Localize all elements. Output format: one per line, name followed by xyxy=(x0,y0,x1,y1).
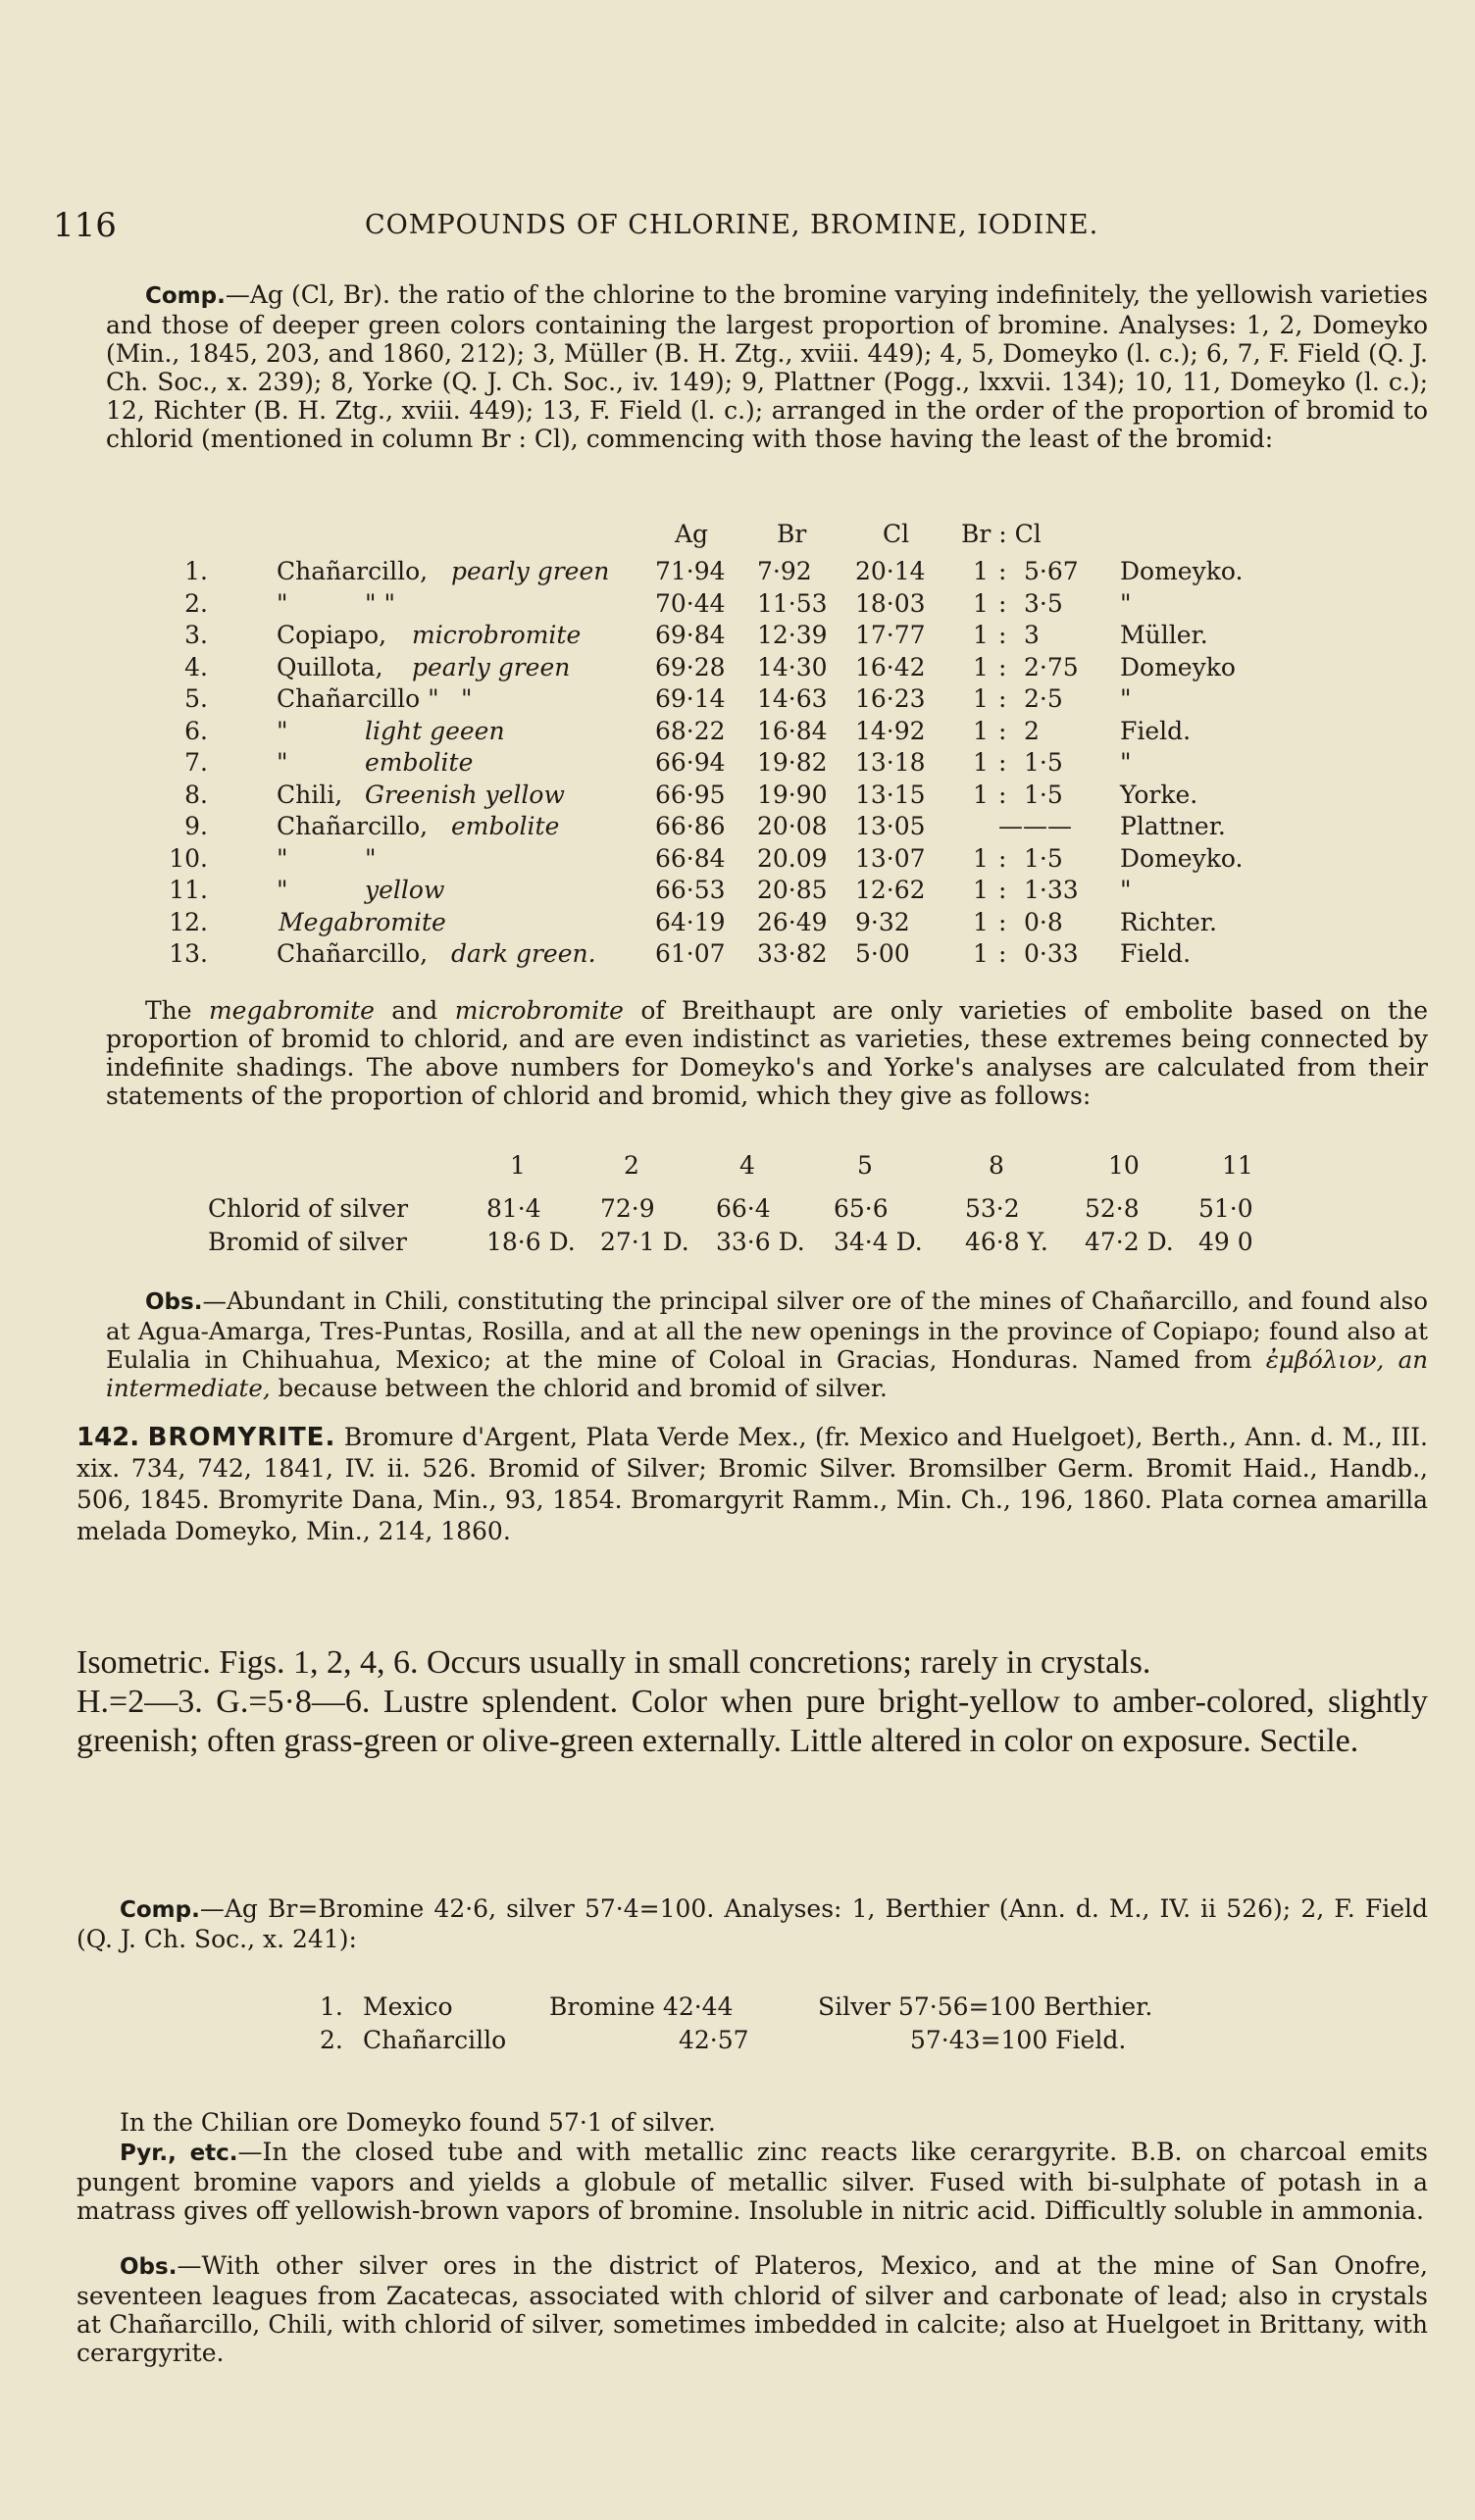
variety-description: Greenish yellow xyxy=(365,780,565,809)
analysis-row xyxy=(0,557,1475,588)
variety-description: yellow xyxy=(365,876,445,904)
analysis-row xyxy=(0,876,1475,907)
ratio-left: 1 xyxy=(973,588,989,618)
ag-value: 66·84 xyxy=(655,843,726,873)
analysis-row xyxy=(0,589,1475,621)
comp-label: Comp. xyxy=(145,283,226,309)
locality: " xyxy=(277,716,288,745)
bromid-value: 49 0 xyxy=(1198,1228,1253,1256)
bromine-value: Bromine 42·44 xyxy=(549,1992,734,2021)
silver-value: 57·43=100 Field. xyxy=(910,2026,1127,2054)
analysis-row xyxy=(0,748,1475,780)
chlorid-value: 51·0 xyxy=(1198,1194,1253,1223)
ratio-left: 1 xyxy=(973,684,989,713)
comp-2-label: Comp. xyxy=(120,1897,200,1923)
ag-value: 66·53 xyxy=(655,876,726,904)
cl-value: 14·92 xyxy=(855,716,926,745)
chlorid-value: 72·9 xyxy=(600,1194,655,1223)
analyst-name: Field. xyxy=(1120,939,1192,968)
ratio-separator: : xyxy=(998,621,1007,649)
ag-value: 69·84 xyxy=(655,621,726,649)
bromid-value: 27·1 D. xyxy=(600,1228,689,1256)
ratio-left: 1 xyxy=(973,876,989,904)
comp-intro-text: —Ag (Cl, Br). the ratio of the chlorine to the bromine varying indefinitely, the yellowish varieties and those of deeper green colors containing the largest proportion of bromine. Analyses: 1, 2, Domeyko (Min., 1845, 203, and 1860, 212); 3, Müller (B. H. Ztg., xviii. 449); 4, 5, Domeyko (l. c.); 6, 7, F. Field (Q. J. Ch. Soc., x. 239); 8, Yorke (Q. J. Ch. Soc., iv. 149); 9, Plattner (Pogg., lxxvii. 134); 10, 11, Domeyko (l. c.); 12, Richter (B. H. Ztg., xviii. 449); 13, F. Field (l. c.); arranged in the order of the proportion of bromid to chlorid (mentioned in column Br : Cl), commencing with those having the least of the bromid: xyxy=(106,280,1428,453)
analysis-table xyxy=(0,520,1475,981)
row-number: 2. xyxy=(320,2026,343,2054)
ratio-column-header: 10 xyxy=(1108,1151,1140,1180)
bromine-value: 42·57 xyxy=(679,2026,749,2054)
cl-value: 20·14 xyxy=(855,557,926,585)
ratio-left: 1 xyxy=(973,780,989,809)
br-value: 26·49 xyxy=(757,907,828,936)
chlorid-value: 65·6 xyxy=(834,1194,889,1223)
description-block xyxy=(76,1643,1428,1761)
description-crystal: Isometric. Figs. 1, 2, 4, 6. Occurs usually in small concretions; rarely in crystals. xyxy=(76,1644,1151,1681)
row-number: 6. xyxy=(184,716,208,745)
br-value: 20·85 xyxy=(757,876,828,904)
comp-intro-paragraph xyxy=(106,280,1428,453)
ratio-separator: : xyxy=(998,843,1007,873)
comp-2-text: —Ag Br=Bromine 42·6, silver 57·4=100. Analyses: 1, Berthier (Ann. d. M., IV. ii 526); 2, F. Field (Q. J. Ch. Soc., x. 241): xyxy=(76,1894,1428,1953)
analyst-name: Müller. xyxy=(1120,621,1208,649)
ratio-left: 1 xyxy=(973,652,989,681)
ratio-table-bromid-row xyxy=(0,1228,1475,1259)
ag-value: 66·95 xyxy=(655,780,726,809)
locality: " xyxy=(277,748,288,777)
bromid-value: 18·6 D. xyxy=(486,1228,576,1256)
locality: Chañarcillo, xyxy=(277,812,429,840)
species-name: BROMYRITE. xyxy=(147,1423,336,1452)
ag-value: 70·44 xyxy=(655,588,726,618)
ag-value: 68·22 xyxy=(655,716,726,745)
obs-1-text: —Abundant in Chili, constituting the principal silver ore of the mines of Chañarcillo, and found also at Agua-Amarga, Tres-Puntas, Rosilla, and at all the new openings in the province of Copiapo; found also at Eulalia in Chihuahua, Mexico; at the mine of Coloal in Gracias, Honduras. Named from xyxy=(106,1286,1428,1374)
ratio-separator: : xyxy=(998,716,1007,745)
locality: Mexico xyxy=(363,1992,453,2021)
row-number: 11. xyxy=(169,876,208,904)
cl-value: 13·07 xyxy=(855,843,926,873)
ag-value: 69·28 xyxy=(655,652,726,681)
analyst-name: Field. xyxy=(1120,716,1192,745)
variety-description: " xyxy=(461,684,473,713)
analysis-2-row xyxy=(0,1992,1475,2024)
ratio-column-header: 1 xyxy=(510,1151,526,1180)
comp-paragraph-2 xyxy=(76,1894,1428,1953)
megabromite-paragraph xyxy=(106,996,1428,1110)
obs-paragraph-1 xyxy=(106,1286,1428,1402)
variety-description: embolite xyxy=(451,812,560,840)
ratio-right: 2·75 xyxy=(1024,652,1079,681)
ratio-right: 0·8 xyxy=(1024,907,1063,936)
locality: Chili, xyxy=(277,780,343,809)
ratio-column-header: 8 xyxy=(989,1151,1004,1180)
ratio-left: 1 xyxy=(973,939,989,968)
analyst-name: Plattner. xyxy=(1120,812,1226,840)
row-number: 7. xyxy=(184,748,208,777)
analyst-name: Domeyko. xyxy=(1120,557,1244,585)
row-number: 8. xyxy=(184,780,208,809)
ratio-separator: : xyxy=(998,557,1007,585)
pyr-text: —In the closed tube and with metallic zinc reacts like cerargyrite. B.B. on charcoal emits pungent bromine vapors and yields a globule of metallic silver. Fused with bi-sulphate of potash in a matrass gives off yellowish-brown vapors of bromine. Insoluble in nitric acid. Difficultly soluble in ammonia. xyxy=(76,2138,1428,2225)
chlorid-value: 52·8 xyxy=(1085,1194,1140,1223)
microbromite-term: microbromite xyxy=(454,996,624,1025)
bromid-value: 33·6 D. xyxy=(716,1228,805,1256)
cl-value: 5·00 xyxy=(855,939,910,968)
locality: Chañarcillo, xyxy=(277,557,429,585)
ratio-column-header: 4 xyxy=(739,1151,755,1180)
ag-value: 64·19 xyxy=(655,907,726,936)
cl-value: 13·18 xyxy=(855,748,926,777)
cl-value: 13·15 xyxy=(855,780,926,809)
ag-value: 61·07 xyxy=(655,939,726,968)
analysis-row xyxy=(0,717,1475,748)
ratio-left: 1 xyxy=(973,557,989,585)
br-value: 20.09 xyxy=(757,843,828,873)
ratio-right: 1·5 xyxy=(1024,748,1063,777)
running-title: COMPOUNDS OF CHLORINE, BROMINE, IODINE. xyxy=(365,210,1099,240)
obs-label: Obs. xyxy=(145,1289,203,1315)
locality: Copiapo, xyxy=(277,621,387,649)
ratio-right: 2·5 xyxy=(1024,684,1063,713)
page-number: 116 xyxy=(53,206,117,245)
br-value: 20·08 xyxy=(757,812,828,840)
analysis-row xyxy=(0,908,1475,939)
variety-description: light geeen xyxy=(365,716,505,745)
ag-value: 71·94 xyxy=(655,557,726,585)
analyst-name: Domeyko xyxy=(1120,652,1236,681)
variety-description: dark green. xyxy=(451,939,596,968)
analysis-row xyxy=(0,684,1475,716)
variety-description: Megabromite xyxy=(279,907,446,936)
ag-value: 69·14 xyxy=(655,684,726,713)
locality: " xyxy=(277,588,288,618)
bromid-label: Bromid of silver xyxy=(208,1228,407,1256)
chlorid-value: 66·4 xyxy=(716,1194,771,1223)
variety-description: pearly green xyxy=(451,557,610,585)
megabromite-text-3: of Breithaupt are only varieties of embolite based on the proportion of bromid to chlorid, and are even indistinct as varieties, these extremes being connected by indefinite shadings. The above numbers for Domeyko's and Yorke's analyses are calculated from their statements of the proportion of chlorid and bromid, which they give as follows: xyxy=(106,996,1428,1110)
locality: Chañarcillo " xyxy=(277,684,439,713)
silver-value: Silver 57·56=100 Berthier. xyxy=(818,1992,1153,2021)
ratio-separator: : xyxy=(998,907,1007,936)
col-header-br: Br xyxy=(777,520,807,548)
cl-value: 18·03 xyxy=(855,588,926,618)
analysis-table-header xyxy=(0,520,1475,551)
species-number: 142. xyxy=(76,1423,140,1452)
obs-1-text-end: because between the chlorid and bromid of silver. xyxy=(270,1374,888,1402)
ratio-left: 1 xyxy=(973,843,989,873)
locality: Chañarcillo xyxy=(363,2026,507,2054)
ratio-table-chlorid-row xyxy=(0,1194,1475,1226)
pyr-paragraph xyxy=(76,2138,1428,2225)
cl-value: 16·42 xyxy=(855,652,926,681)
analyst-name: " xyxy=(1120,876,1132,904)
br-value: 14·30 xyxy=(757,652,828,681)
cl-value: 9·32 xyxy=(855,907,910,936)
chilian-note xyxy=(76,2108,1428,2137)
ratio-table xyxy=(0,1151,1475,1259)
row-number: 10. xyxy=(169,843,208,873)
ratio-left: 1 xyxy=(973,907,989,936)
col-header-cl: Cl xyxy=(883,520,910,548)
megabromite-text-1: The xyxy=(145,996,209,1025)
bromid-value: 34·4 D. xyxy=(834,1228,923,1256)
analyst-name: " xyxy=(1120,684,1132,713)
obs-2-text: —With other silver ores in the district of Plateros, Mexico, and at the mine of San Onofre, seventeen leagues from Zacatecas, associated with chlorid of silver and carbonate of lead; also in crystals at Chañarcillo, Chili, with chlorid of silver, sometimes imbedded in calcite; also at Huelgoet in Brittany, with cerargyrite. xyxy=(76,2251,1428,2367)
col-header-ratio: Br : Cl xyxy=(961,520,1042,548)
ratio-left: 1 xyxy=(973,716,989,745)
analysis-row xyxy=(0,812,1475,843)
obs-paragraph-2 xyxy=(76,2251,1428,2367)
ag-value: 66·94 xyxy=(655,748,726,777)
row-number: 12. xyxy=(169,907,208,936)
ratio-right: 1·5 xyxy=(1024,780,1063,809)
analysis-row xyxy=(0,621,1475,652)
bromyrite-entry xyxy=(76,1422,1428,1547)
analyst-name: Richter. xyxy=(1120,907,1217,936)
megabromite-text-2: and xyxy=(374,996,455,1025)
ratio-column-header: 11 xyxy=(1222,1151,1253,1180)
chlorid-label: Chlorid of silver xyxy=(208,1194,409,1223)
analyst-name: Domeyko. xyxy=(1120,843,1244,873)
megabromite-term: megabromite xyxy=(208,996,375,1025)
ratio-right: 3·5 xyxy=(1024,588,1063,618)
ratio-right: 3 xyxy=(1024,621,1040,649)
obs-2-label: Obs. xyxy=(120,2254,178,2280)
variety-description: " " xyxy=(365,588,395,618)
br-value: 12·39 xyxy=(757,621,828,649)
analyst-name: " xyxy=(1120,588,1132,618)
ratio-separator: : xyxy=(998,876,1007,904)
ratio-column-header: 5 xyxy=(857,1151,873,1180)
ratio-column-header: 2 xyxy=(624,1151,639,1180)
row-number: 9. xyxy=(184,812,208,840)
ratio-left: 1 xyxy=(973,748,989,777)
ratio-separator: : xyxy=(998,939,1007,968)
description-properties: H.=2—3. G.=5·8—6. Lustre splendent. Color when pure bright-yellow to amber-colored, slightly greenish; often grass-green or olive-green externally. Little altered in color on exposure. Sectile. xyxy=(76,1684,1428,1759)
cl-value: 12·62 xyxy=(855,876,926,904)
analysis-row xyxy=(0,939,1475,971)
bromid-value: 46·8 Y. xyxy=(965,1228,1048,1256)
analyst-name: " xyxy=(1120,748,1132,777)
ratio-right: 0·33 xyxy=(1024,939,1079,968)
row-number: 4. xyxy=(184,652,208,681)
ratio-separator: : xyxy=(998,780,1007,809)
locality: " xyxy=(277,876,288,904)
row-number: 1. xyxy=(320,1992,343,2021)
row-number: 1. xyxy=(184,557,208,585)
bromid-value: 47·2 D. xyxy=(1085,1228,1174,1256)
analysis-2-row xyxy=(0,2026,1475,2057)
row-number: 5. xyxy=(184,684,208,713)
analysis-row xyxy=(0,844,1475,876)
ratio-right: 1·5 xyxy=(1024,843,1063,873)
ratio-separator: : xyxy=(998,748,1007,777)
analyses-2-table xyxy=(0,1992,1475,2071)
br-value: 19·82 xyxy=(757,748,828,777)
br-value: 16·84 xyxy=(757,716,828,745)
chlorid-value: 53·2 xyxy=(965,1194,1020,1223)
ratio-separator: : xyxy=(998,652,1007,681)
cl-value: 13·05 xyxy=(855,812,926,840)
locality: " xyxy=(277,843,288,873)
row-number: 3. xyxy=(184,621,208,649)
analyst-name: Yorke. xyxy=(1120,780,1198,809)
species-synonyms: Bromure d'Argent, Plata Verde Mex., (fr. Mexico and Huelgoet), Berth., Ann. d. M., III. xix. 734, 742, 1841, IV. ii. 526. Bromid of Silver; Bromic Silver. Bromsilber Germ. Bromit Haid., Handb., 506, 1845. Bromyrite Dana, Min., 93, 1854. Bromargyrit Ramm., Min. Ch., 196, 1860. Plata cornea amarilla melada Domeyko, Min., 214, 1860. xyxy=(76,1423,1428,1545)
analysis-row xyxy=(0,781,1475,812)
chilian-note-text: In the Chilian ore Domeyko found 57·1 of silver. xyxy=(120,2108,716,2137)
br-value: 7·92 xyxy=(757,557,812,585)
cl-value: 16·23 xyxy=(855,684,926,713)
variety-description: pearly green xyxy=(412,652,571,681)
ratio-separator: : xyxy=(998,588,1007,618)
ratio-table-header xyxy=(0,1151,1475,1183)
obs-1-greek: ἐμβόλιον, an intermediate, xyxy=(106,1345,1428,1402)
ratio-right: 5·67 xyxy=(1024,557,1079,585)
br-value: 19·90 xyxy=(757,780,828,809)
variety-description: " xyxy=(365,843,377,873)
br-value: 11·53 xyxy=(757,588,828,618)
ratio-left: 1 xyxy=(973,621,989,649)
locality: Quillota, xyxy=(277,652,383,681)
row-number: 13. xyxy=(169,939,208,968)
ratio-right: 1·33 xyxy=(1024,876,1079,904)
ratio-separator: ——— xyxy=(998,812,1072,840)
pyr-label: Pyr., etc. xyxy=(120,2141,238,2166)
col-header-ag: Ag xyxy=(675,520,709,548)
br-value: 14·63 xyxy=(757,684,828,713)
br-value: 33·82 xyxy=(757,939,828,968)
ratio-separator: : xyxy=(998,684,1007,713)
variety-description: microbromite xyxy=(412,621,582,649)
cl-value: 17·77 xyxy=(855,621,926,649)
variety-description: embolite xyxy=(365,748,474,777)
locality: Chañarcillo, xyxy=(277,939,429,968)
ratio-right: 2 xyxy=(1024,716,1040,745)
analysis-row xyxy=(0,653,1475,684)
ag-value: 66·86 xyxy=(655,812,726,840)
chlorid-value: 81·4 xyxy=(486,1194,541,1223)
row-number: 2. xyxy=(184,588,208,618)
